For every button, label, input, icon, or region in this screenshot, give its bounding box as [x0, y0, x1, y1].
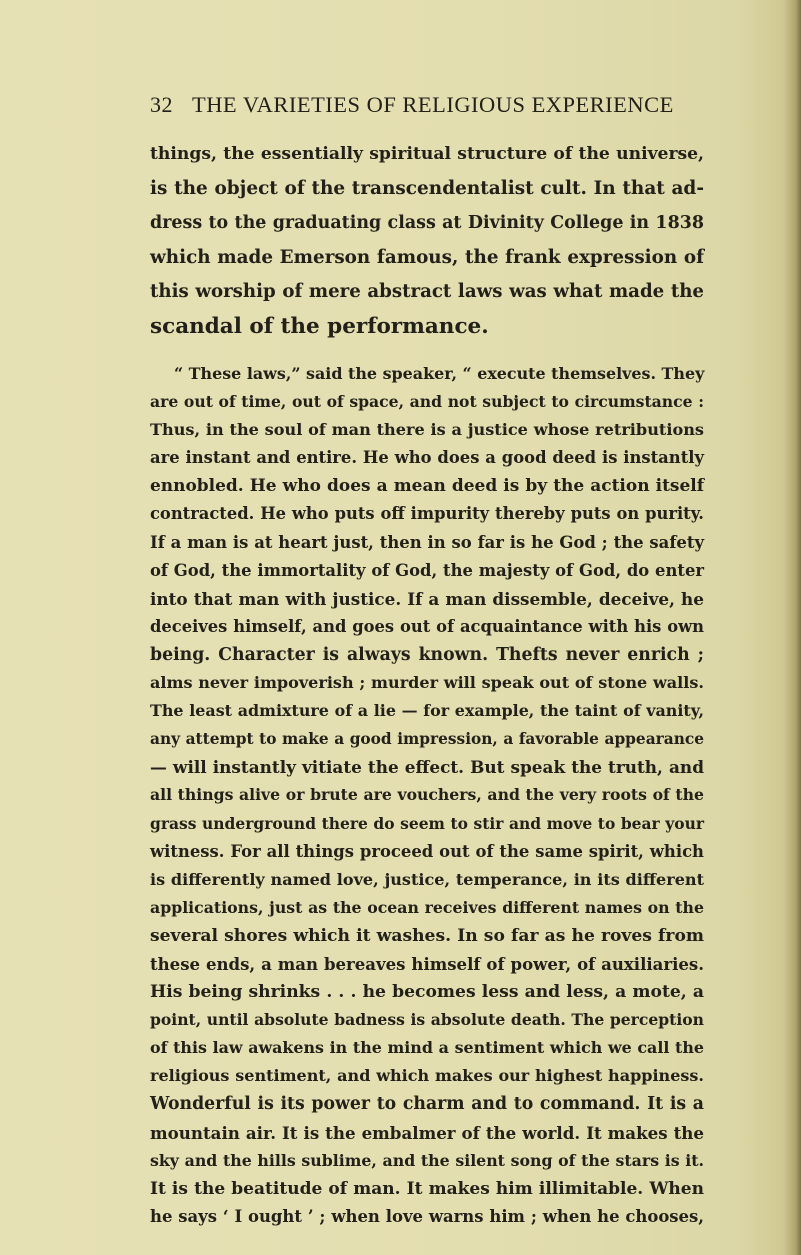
body-text	[150, 137, 704, 1231]
text-line: scandal of the performance.	[150, 313, 489, 339]
text-line: If a man is at heart just, then in so far is he God ; the safety	[150, 532, 704, 552]
text-line: It is the beatitude of man. It makes him illimitable. When	[150, 1178, 704, 1199]
text-line: witness. For all things proceed out of the same spirit, which	[150, 841, 704, 861]
paragraph-2-quotation	[150, 360, 704, 1231]
text-line: The least admixture of a lie — for example, the taint of vanity,	[150, 701, 704, 721]
text-line: alms never impoverish ; murder will speak out of stone walls.	[150, 673, 704, 693]
text-line: being. Character is always known. Thefts never enrich ;	[150, 644, 704, 665]
text-line: into that man with justice. If a man dissemble, deceive, he	[150, 588, 704, 609]
text-line: grass underground there do seem to stir and move to bear your	[150, 813, 704, 833]
text-line: several shores which it washes. In so far as he roves from	[150, 925, 704, 946]
text-line: all things alive or brute are vouchers, and the very roots of the	[150, 785, 704, 805]
text-line: Wonderful is its power to charm and to command. It is a	[150, 1094, 704, 1115]
page-number: 32	[150, 92, 173, 117]
text-line: which made Emerson famous, the frank expression of	[150, 246, 704, 268]
text-line: point, until absolute badness is absolute death. The perception	[150, 1010, 704, 1030]
text-line: these ends, a man bereaves himself of power, of auxiliaries.	[150, 953, 704, 974]
text-line: of God, the immortality of God, the majesty of God, do enter	[150, 560, 704, 580]
paragraph-1	[150, 137, 704, 344]
text-line: — will instantly vitiate the effect. But speak the truth, and	[150, 757, 704, 778]
page-edge-shadow	[783, 0, 801, 1255]
text-line: this worship of mere abstract laws was what made the	[150, 281, 704, 302]
text-line: “ These laws,” said the speaker, “ execute themselves. They	[174, 364, 705, 383]
text-line: is differently named love, justice, temperance, in its different	[150, 869, 704, 889]
text-line: things, the essentially spiritual structure of the universe,	[150, 144, 704, 164]
text-line: Thus, in the soul of man there is a justice whose retributions	[150, 420, 704, 440]
text-line: any attempt to make a good impression, a favorable appearance	[150, 730, 704, 749]
text-line: sky and the hills sublime, and the silent song of the stars is it.	[150, 1150, 704, 1170]
page-header	[150, 92, 710, 122]
text-line: applications, just as the ocean receives different names on the	[150, 897, 704, 917]
text-line: deceives himself, and goes out of acquaintance with his own	[150, 616, 704, 636]
text-line: he says ‘ I ought ’ ; when love warns him ; when he chooses,	[150, 1206, 704, 1226]
text-line: contracted. He who puts off impurity thereby puts on purity.	[150, 504, 704, 524]
text-line: religious sentiment, and which makes our highest happiness.	[150, 1066, 704, 1086]
text-line: are instant and entire. He who does a good deed is instantly	[150, 448, 704, 468]
running-head: THE VARIETIES OF RELIGIOUS EXPERIENCE	[192, 92, 674, 117]
text-line: ennobled. He who does a mean deed is by the action itself	[150, 476, 704, 497]
text-line: of this law awakens in the mind a sentiment which we call the	[150, 1038, 704, 1058]
text-line: are out of time, out of space, and not subject to circumstance :	[150, 392, 704, 412]
text-line: dress to the graduating class at Divinity College in 1838	[150, 213, 704, 233]
text-line: mountain air. It is the embalmer of the world. It makes the	[150, 1122, 704, 1143]
text-line: His being shrinks . . . he becomes less and less, a mote, a	[150, 982, 704, 1003]
text-line: is the object of the transcendentalist cult. In that ad-	[150, 177, 704, 199]
